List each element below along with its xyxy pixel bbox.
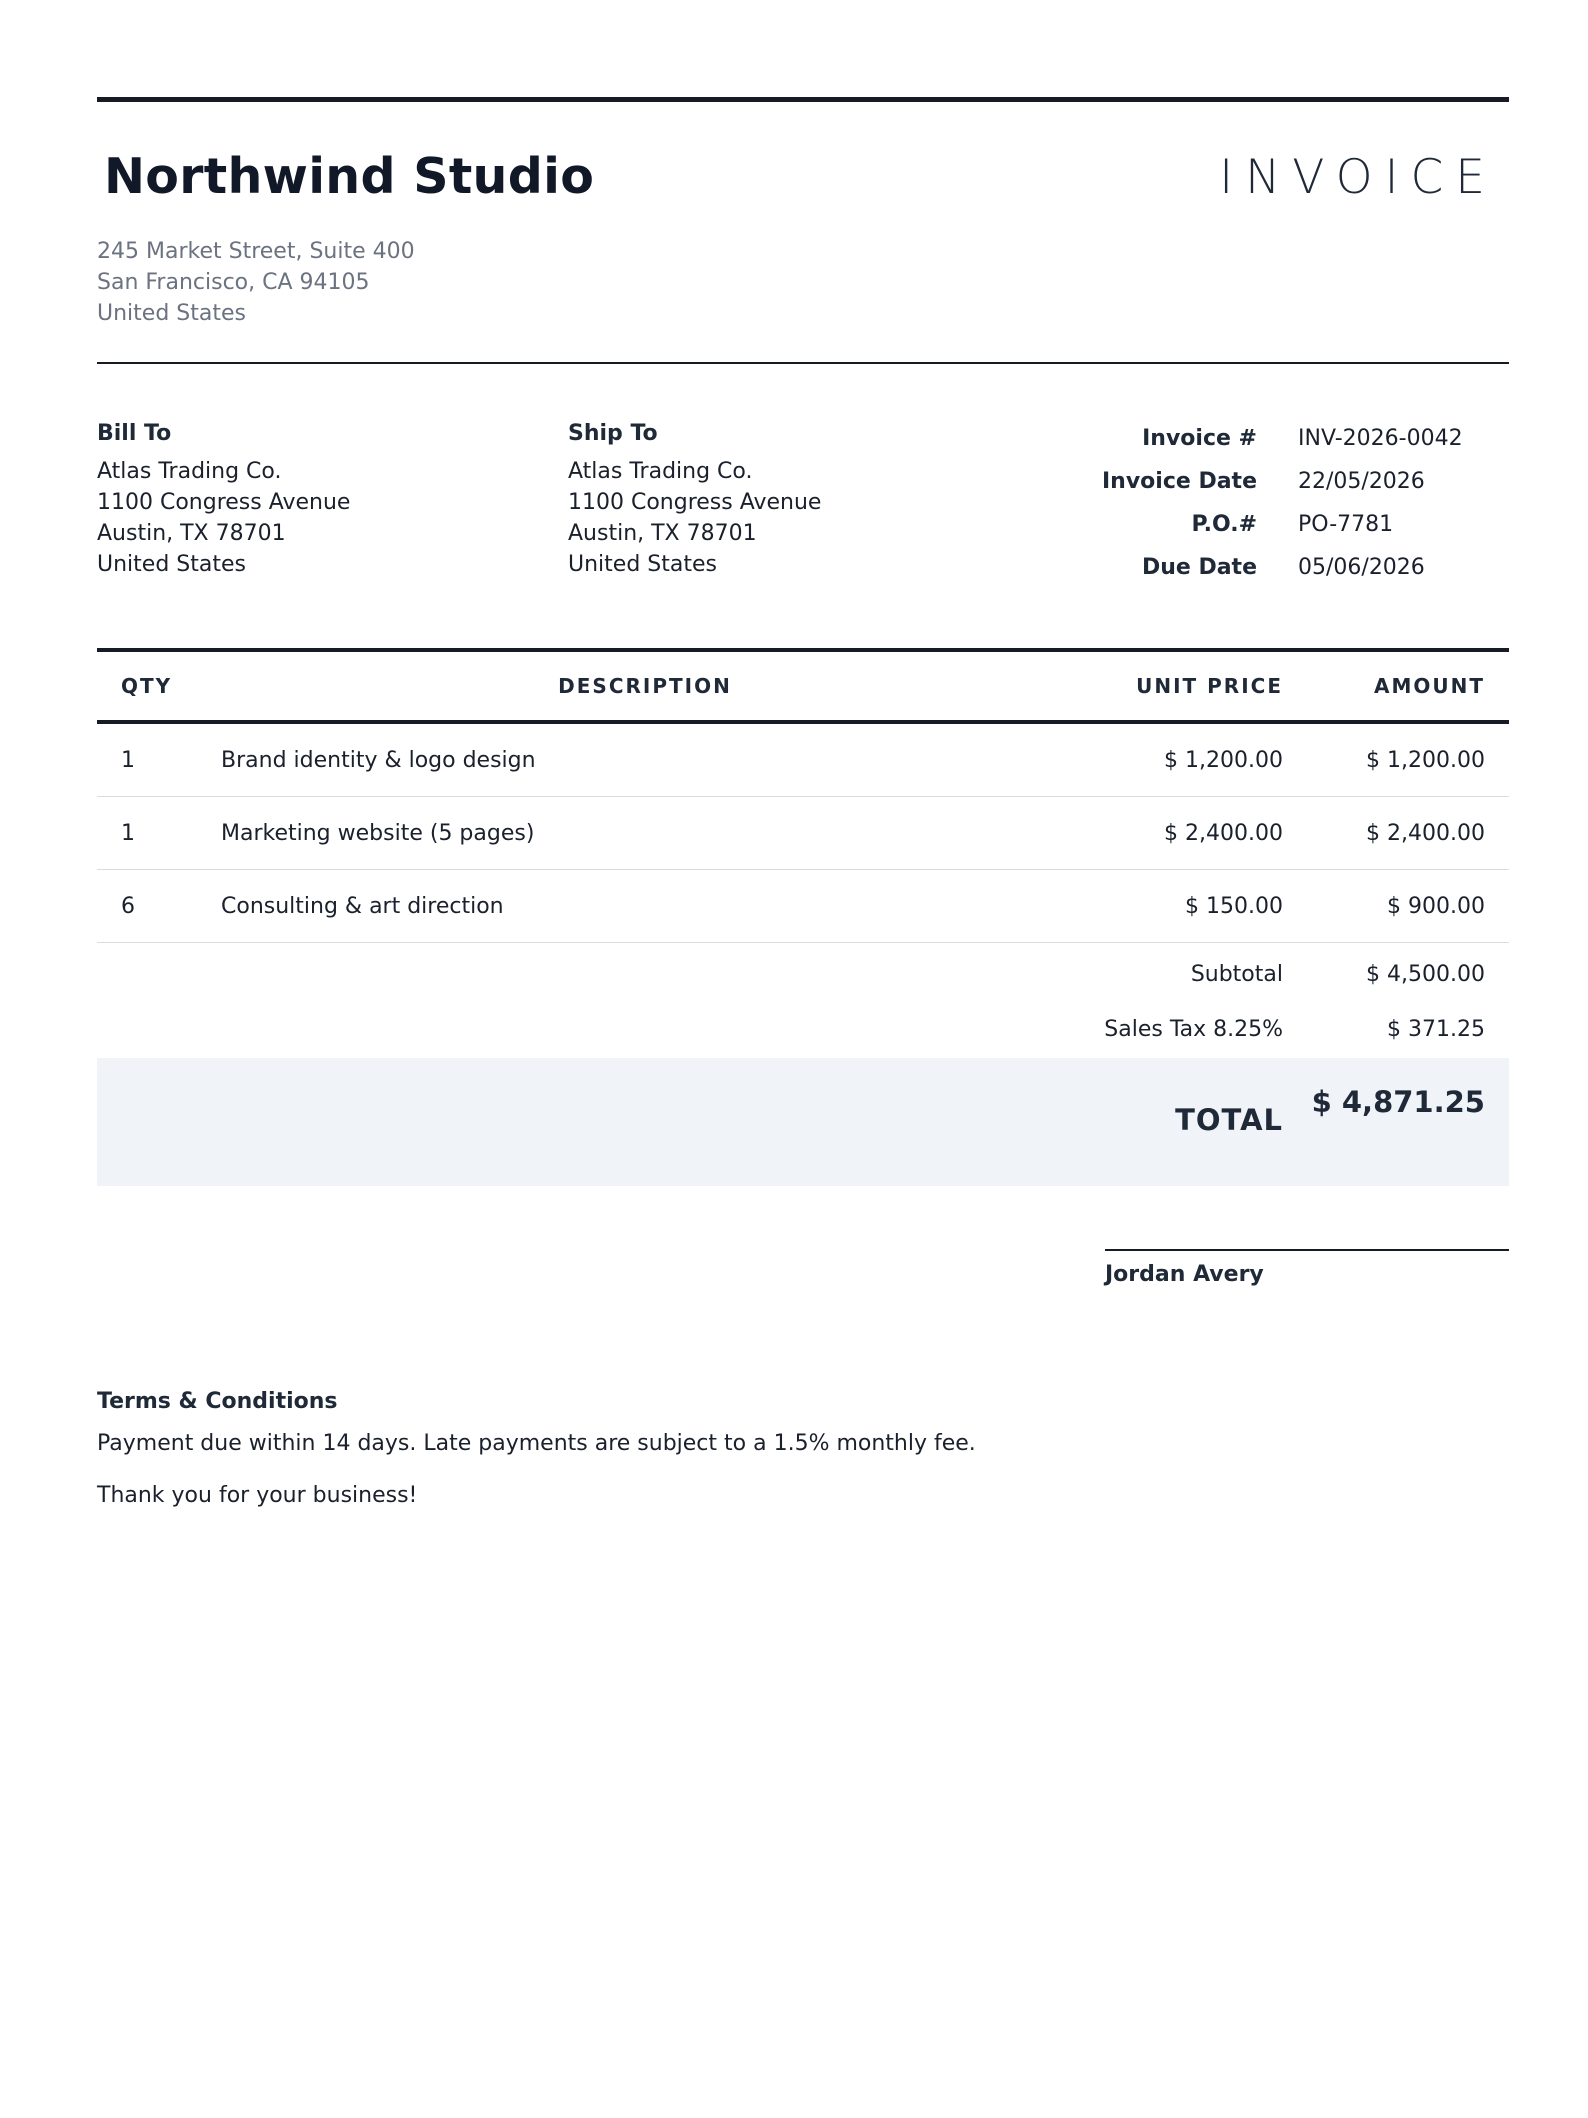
ship-to-line: Austin, TX 78701 [568, 521, 757, 546]
amount-header: AMOUNT [1307, 650, 1509, 722]
company-address-line: United States [97, 301, 246, 326]
ship-to-line: Atlas Trading Co. [568, 459, 753, 484]
ship-to-line: United States [568, 552, 717, 577]
bill-to-line: Austin, TX 78701 [97, 521, 286, 546]
ship-to-line: 1100 Congress Avenue [568, 490, 822, 515]
ship-to-block [568, 418, 821, 580]
ship-to-title: Ship To [568, 421, 658, 446]
table-row [97, 797, 1509, 870]
description-cell: Brand identity & logo design [221, 722, 1069, 797]
signature-line [1105, 1249, 1509, 1251]
bill-to-line: United States [97, 552, 246, 577]
meta-value: PO-7781 [1298, 512, 1394, 537]
subtotal-label: Subtotal [1190, 962, 1283, 987]
tax-value: $ 371.25 [1387, 1017, 1485, 1042]
qty-cell: 1 [97, 722, 221, 797]
meta-value: 22/05/2026 [1298, 469, 1425, 494]
meta-label: P.O.# [1191, 512, 1257, 537]
unit-price-header: UNIT PRICE [1069, 650, 1307, 722]
total-value: $ 4,871.25 [1311, 1085, 1485, 1119]
invoice-header [97, 102, 1509, 358]
meta-value: INV-2026-0042 [1298, 426, 1463, 451]
signatory-name: Jordan Avery [1105, 1262, 1264, 1287]
invoice-meta [809, 426, 1509, 598]
table-row [97, 870, 1509, 943]
bill-to-title: Bill To [97, 421, 172, 446]
invoice-page [97, 97, 1509, 648]
amount-cell: $ 1,200.00 [1307, 722, 1509, 797]
bill-to-line: 1100 Congress Avenue [97, 490, 351, 515]
parties-section [97, 358, 1509, 648]
unit-price-cell: $ 150.00 [1069, 870, 1307, 943]
tax-row [97, 1001, 1509, 1056]
table-row [97, 722, 1509, 797]
meta-value: 05/06/2026 [1298, 555, 1425, 580]
qty-header: QTY [97, 650, 221, 722]
amount-cell: $ 900.00 [1307, 870, 1509, 943]
total-label: TOTAL [1175, 1103, 1283, 1137]
qty-cell: 1 [97, 797, 221, 870]
company-address [97, 236, 415, 329]
terms-title: Terms & Conditions [97, 1389, 338, 1414]
unit-price-cell: $ 1,200.00 [1069, 722, 1307, 797]
table-header-row [97, 650, 1509, 722]
bill-to-line: Atlas Trading Co. [97, 459, 282, 484]
meta-label: Invoice # [1142, 426, 1257, 451]
description-header: DESCRIPTION [221, 650, 1069, 722]
grand-total-row [97, 1058, 1509, 1186]
unit-price-cell: $ 2,400.00 [1069, 797, 1307, 870]
company-address-line: San Francisco, CA 94105 [97, 270, 370, 295]
qty-cell: 6 [97, 870, 221, 943]
meta-label: Invoice Date [1101, 469, 1257, 494]
meta-row-invoice-date [809, 469, 1509, 512]
line-items-table [97, 648, 1509, 943]
company-name: Northwind Studio [104, 148, 595, 205]
document-title: INVOICE [1219, 150, 1497, 205]
amount-cell: $ 2,400.00 [1307, 797, 1509, 870]
description-cell: Consulting & art direction [221, 870, 1069, 943]
thank-you-note: Thank you for your business! [97, 1483, 418, 1508]
signature-block [1105, 1249, 1509, 1287]
description-cell: Marketing website (5 pages) [221, 797, 1069, 870]
meta-row-due-date [809, 555, 1509, 598]
company-address-line: 245 Market Street, Suite 400 [97, 239, 415, 264]
bill-to-block [97, 418, 350, 580]
terms-section [97, 1389, 1509, 1508]
terms-text: Payment due within 14 days. Late payments are subject to a 1.5% monthly fee. [97, 1431, 976, 1456]
tax-label: Sales Tax 8.25% [1104, 1017, 1283, 1042]
meta-row-invoice-number [809, 426, 1509, 469]
meta-label: Due Date [1141, 555, 1257, 580]
meta-row-po-number [809, 512, 1509, 555]
subtotal-row [97, 946, 1509, 1001]
totals-section [97, 946, 1509, 1137]
subtotal-value: $ 4,500.00 [1366, 962, 1485, 987]
